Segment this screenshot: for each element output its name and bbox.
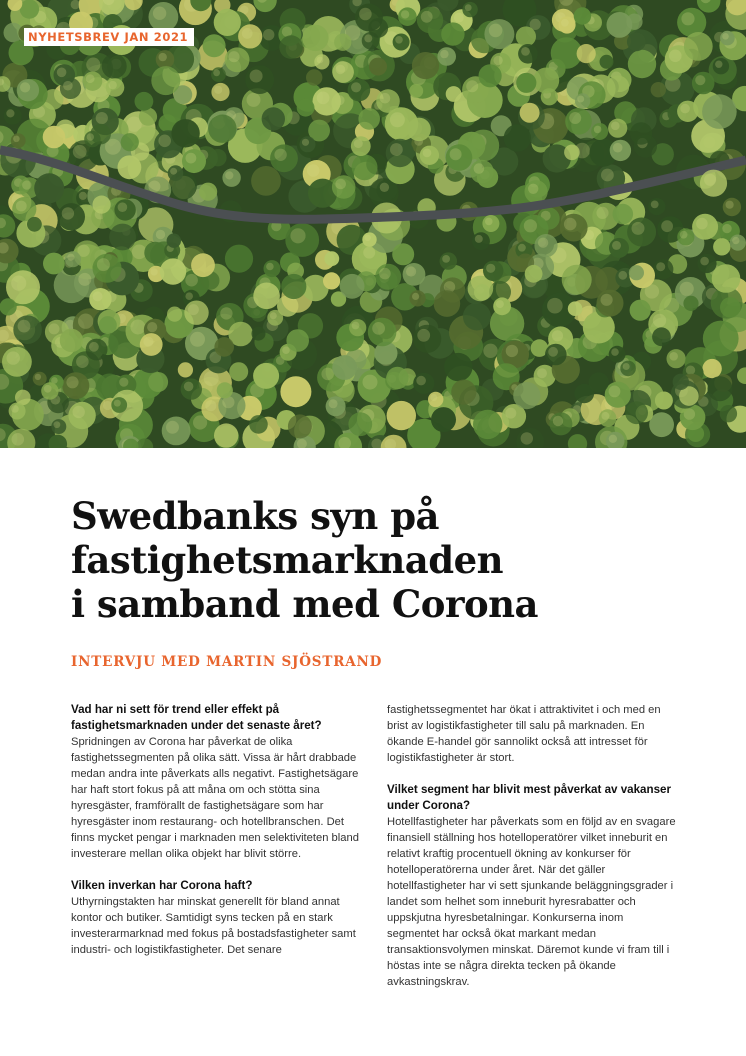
tree-highlight bbox=[7, 351, 20, 364]
title-line: i samband med Corona bbox=[71, 582, 539, 626]
tree-crown bbox=[577, 44, 596, 63]
tree-highlight bbox=[97, 258, 110, 271]
tree-highlight bbox=[351, 82, 361, 92]
tree-highlight bbox=[611, 122, 620, 131]
tree-highlight bbox=[363, 247, 375, 259]
tree-highlight bbox=[695, 75, 705, 85]
tree-crown bbox=[324, 251, 339, 266]
tree-crown bbox=[93, 196, 111, 214]
article-title bbox=[71, 494, 691, 626]
tree-crown bbox=[167, 307, 182, 322]
tree-highlight bbox=[669, 50, 682, 63]
tree-crown bbox=[43, 253, 65, 275]
tree-crown bbox=[446, 86, 462, 102]
tree-highlight bbox=[363, 375, 378, 390]
tree-crown bbox=[684, 32, 713, 61]
tree-highlight bbox=[421, 11, 433, 23]
tree-crown bbox=[0, 298, 17, 315]
tree-crown bbox=[225, 245, 253, 273]
tree-crown bbox=[288, 414, 312, 438]
tree-highlight bbox=[274, 149, 286, 161]
tree-crown bbox=[627, 33, 646, 52]
tree-highlight bbox=[290, 228, 305, 243]
tree-crown bbox=[600, 55, 614, 69]
tree-crown bbox=[178, 362, 193, 377]
tree-highlight bbox=[89, 342, 99, 352]
tree-crown bbox=[167, 234, 181, 248]
answer-paragraph: Uthyrningstakten har minskat generellt för bland annat kontor och butiker. Samtidigt syns tecken på en stark investerarmarknad med fokus på bostadsfastigheter samt industri- och logistikfastigheter. Det senare bbox=[71, 896, 356, 956]
tree-highlight bbox=[78, 273, 91, 286]
tree-crown bbox=[568, 301, 583, 316]
tree-highlight bbox=[365, 235, 371, 241]
tree-highlight bbox=[656, 262, 665, 271]
tree-crown bbox=[249, 415, 268, 434]
tree-highlight bbox=[722, 224, 731, 233]
tree-highlight bbox=[395, 36, 403, 44]
tree-highlight bbox=[228, 51, 239, 62]
tree-highlight bbox=[680, 231, 688, 239]
tree-crown bbox=[27, 217, 42, 232]
tree-highlight bbox=[359, 8, 372, 21]
tree-crown bbox=[525, 265, 543, 283]
tree-highlight bbox=[553, 416, 563, 426]
tree-crown bbox=[306, 69, 322, 85]
tree-crown bbox=[628, 50, 656, 78]
answer-paragraph: Spridningen av Corona har påverkat de olika fastighetssegmenten på olika sätt. Vissa är hårt drabbade medan andra inte påverkats alls negativt. Fastighetsägare har haft stort fokus på att måna om och stötta sina hyresgäster, framförallt de fastighetsägare som har hyresgäster inom restaurang- och hotellbranschen. Det finns mycket pengar i marknaden men selektiviteten bland investerare mellan olika objekt har blivit större. bbox=[71, 736, 359, 860]
tree-highlight bbox=[486, 264, 495, 273]
title-line: Swedbanks syn på bbox=[71, 494, 440, 538]
hero-image bbox=[0, 0, 746, 448]
tree-highlight bbox=[594, 126, 602, 134]
tree-highlight bbox=[430, 394, 437, 401]
tree-crown bbox=[451, 380, 476, 405]
answer-paragraph: fastighetssegmentet har ökat i attraktivitet i och med en brist av logistikfastigheter till salu på marknaden. En ökande E-handel gör sannolikt också att intresset för logistikfastigheter är stort. bbox=[387, 704, 661, 764]
tree-highlight bbox=[76, 355, 89, 368]
tree-crown bbox=[607, 76, 629, 98]
tree-crown bbox=[392, 243, 414, 265]
tree-highlight bbox=[270, 312, 277, 319]
tree-crown bbox=[683, 296, 698, 311]
tree-crown bbox=[214, 337, 234, 357]
tree-highlight bbox=[680, 104, 690, 114]
tree-crown bbox=[352, 154, 378, 180]
tree-crown bbox=[673, 374, 689, 390]
tree-highlight bbox=[618, 271, 627, 280]
tree-highlight bbox=[521, 47, 530, 56]
tree-highlight bbox=[119, 378, 128, 387]
tree-crown bbox=[253, 363, 279, 389]
tree-crown bbox=[412, 52, 439, 79]
tree-highlight bbox=[132, 245, 147, 260]
tree-crown bbox=[434, 290, 461, 317]
tree-highlight bbox=[49, 323, 60, 334]
tree-highlight bbox=[166, 421, 179, 434]
tree-highlight bbox=[496, 300, 504, 308]
tree-crown bbox=[253, 283, 280, 310]
tree-highlight bbox=[317, 92, 330, 105]
tree-highlight bbox=[66, 376, 78, 388]
answer-paragraph: Hotellfastigheter har påverkats som en följd av en svagare finansiell ställning hos hotelloperatörer vilket inneburit en relativt kraftig procentuell ökning av konkurser för hotelloperatörerna under året. När det gäller hotellfastigheter har vi sett sjunkande beläggningsgrader i landet som helhet som inneburit hyresrabatter och uppskjutna hyresbetalningar. Konkurserna inom segmentet har också ökat markant medan transaktionsvolymen minskat. Däremot kunde vi fram till i höstas inte se några direkta tecken på ökande avkastningskrav. bbox=[387, 816, 676, 988]
tree-highlight bbox=[450, 148, 462, 160]
tree-highlight bbox=[282, 346, 290, 354]
tree-highlight bbox=[184, 382, 194, 392]
tree-highlight bbox=[73, 145, 87, 159]
tree-highlight bbox=[188, 304, 199, 315]
tree-highlight bbox=[159, 53, 167, 61]
tree-highlight bbox=[317, 57, 324, 64]
tree-highlight bbox=[561, 19, 569, 27]
tree-highlight bbox=[247, 93, 261, 107]
tree-highlight bbox=[732, 237, 739, 244]
tree-highlight bbox=[321, 368, 334, 381]
tree-highlight bbox=[613, 143, 623, 153]
tree-highlight bbox=[87, 133, 94, 140]
tree-highlight bbox=[700, 257, 709, 266]
tree-highlight bbox=[225, 171, 233, 179]
tree-crown bbox=[520, 103, 540, 123]
tree-highlight bbox=[150, 268, 157, 275]
tree-crown bbox=[444, 353, 472, 381]
tree-crown bbox=[533, 68, 559, 94]
tree-highlight bbox=[354, 139, 363, 148]
tree-crown bbox=[203, 34, 226, 57]
tree-highlight bbox=[380, 183, 389, 192]
tree-crown bbox=[409, 84, 423, 98]
tree-highlight bbox=[609, 386, 621, 398]
tree-highlight bbox=[372, 322, 385, 335]
tree-highlight bbox=[335, 179, 346, 190]
tree-highlight bbox=[726, 201, 734, 209]
tree-crown bbox=[208, 115, 236, 143]
tree-highlight bbox=[71, 0, 80, 9]
tree-crown bbox=[60, 329, 83, 352]
tree-highlight bbox=[623, 363, 630, 370]
title-line: fastighetsmarknaden bbox=[71, 538, 504, 582]
tree-highlight bbox=[302, 139, 309, 146]
tree-crown bbox=[431, 407, 456, 432]
tree-crown bbox=[369, 58, 387, 76]
tree-highlight bbox=[416, 376, 426, 386]
tree-highlight bbox=[661, 220, 673, 232]
tree-highlight bbox=[401, 10, 409, 18]
tree-highlight bbox=[524, 219, 537, 232]
tree-highlight bbox=[352, 322, 360, 330]
tree-crown bbox=[651, 82, 666, 97]
tree-highlight bbox=[680, 282, 694, 296]
tree-highlight bbox=[547, 298, 563, 314]
tree-highlight bbox=[483, 344, 497, 358]
tree-crown bbox=[109, 224, 136, 251]
tree-highlight bbox=[11, 405, 19, 413]
tree-highlight bbox=[715, 60, 722, 67]
tree-highlight bbox=[62, 207, 74, 219]
tree-highlight bbox=[465, 4, 472, 11]
tree-highlight bbox=[632, 222, 645, 235]
tree-highlight bbox=[412, 293, 419, 300]
tree-highlight bbox=[577, 96, 584, 103]
tree-crown bbox=[286, 329, 309, 352]
tree-highlight bbox=[11, 276, 26, 291]
tree-highlight bbox=[423, 149, 432, 158]
tree-crown bbox=[516, 26, 536, 46]
tree-highlight bbox=[474, 163, 485, 174]
question-heading: Vilket segment har blivit mest påverkat av vakanser under Corona? bbox=[387, 783, 671, 812]
tree-crown bbox=[720, 297, 741, 318]
tree-crown bbox=[251, 166, 281, 196]
tree-highlight bbox=[548, 347, 558, 357]
tree-crown bbox=[217, 382, 233, 398]
tree-highlight bbox=[390, 143, 403, 156]
tree-highlight bbox=[612, 241, 621, 250]
tree-highlight bbox=[681, 12, 694, 25]
tree-crown bbox=[144, 242, 166, 264]
tree-crown bbox=[358, 108, 380, 130]
tree-crown bbox=[703, 321, 739, 357]
tree-highlight bbox=[454, 13, 464, 23]
tree-highlight bbox=[493, 56, 502, 65]
tree-highlight bbox=[380, 93, 391, 104]
tree-highlight bbox=[390, 112, 405, 127]
tree-highlight bbox=[18, 320, 31, 333]
tree-crown bbox=[720, 405, 737, 422]
tree-highlight bbox=[569, 112, 581, 124]
tree-highlight bbox=[329, 399, 338, 408]
tree-highlight bbox=[506, 345, 518, 357]
tree-crown bbox=[707, 376, 732, 401]
tree-highlight bbox=[143, 337, 153, 347]
tree-highlight bbox=[442, 255, 450, 263]
tree-highlight bbox=[185, 292, 193, 300]
tree-crown bbox=[649, 412, 674, 437]
tree-crown bbox=[513, 382, 540, 409]
tree-highlight bbox=[213, 69, 220, 76]
tree-highlight bbox=[696, 218, 708, 230]
tree-crown bbox=[99, 316, 117, 334]
tree-highlight bbox=[651, 201, 659, 209]
tree-crown bbox=[252, 327, 266, 341]
tree-crown bbox=[340, 274, 365, 299]
tree-crown bbox=[135, 92, 154, 111]
tree-highlight bbox=[521, 432, 533, 444]
tree-highlight bbox=[103, 401, 112, 410]
tree-crown bbox=[387, 401, 416, 430]
tree-highlight bbox=[86, 74, 95, 83]
tree-highlight bbox=[13, 136, 20, 143]
question-heading: Vad har ni sett för trend eller effekt på fastighetsmarknaden under det senaste året? bbox=[71, 703, 322, 732]
tree-highlight bbox=[440, 50, 448, 58]
tree-highlight bbox=[564, 218, 577, 231]
tree-highlight bbox=[722, 33, 729, 40]
tree-crown bbox=[199, 183, 217, 201]
tree-highlight bbox=[538, 238, 548, 248]
tree-highlight bbox=[601, 294, 613, 306]
tree-crown bbox=[629, 265, 644, 280]
tree-highlight bbox=[537, 368, 547, 378]
tree-highlight bbox=[528, 184, 538, 194]
tree-crown bbox=[279, 35, 303, 59]
tree-highlight bbox=[22, 180, 31, 189]
tree-crown bbox=[348, 412, 372, 436]
tree-highlight bbox=[78, 314, 93, 329]
tree-highlight bbox=[242, 28, 253, 39]
tree-highlight bbox=[79, 192, 87, 200]
tree-crown bbox=[323, 272, 340, 289]
tree-crown bbox=[160, 258, 186, 284]
tree-highlight bbox=[263, 29, 274, 40]
tree-highlight bbox=[220, 307, 232, 319]
tree-highlight bbox=[204, 371, 219, 386]
tree-highlight bbox=[86, 58, 100, 72]
tree-highlight bbox=[114, 400, 121, 407]
tree-highlight bbox=[6, 109, 14, 117]
tree-highlight bbox=[601, 169, 614, 182]
tree-crown bbox=[332, 355, 357, 380]
left-column bbox=[71, 702, 361, 958]
tree-crown bbox=[712, 264, 741, 293]
tree-crown bbox=[214, 9, 241, 36]
tree-highlight bbox=[57, 68, 67, 78]
tree-highlight bbox=[214, 86, 222, 94]
tree-crown bbox=[102, 54, 127, 79]
tree-crown bbox=[702, 359, 721, 378]
tree-crown bbox=[148, 372, 168, 392]
tree-highlight bbox=[205, 400, 216, 411]
tree-crown bbox=[386, 367, 408, 389]
tree-highlight bbox=[158, 135, 171, 148]
tree-highlight bbox=[379, 268, 391, 280]
tree-highlight bbox=[44, 385, 52, 393]
tree-crown bbox=[302, 25, 328, 51]
tree-crown bbox=[191, 253, 215, 277]
tree-highlight bbox=[93, 291, 103, 301]
tree-highlight bbox=[653, 314, 666, 327]
tree-crown bbox=[441, 22, 464, 45]
tree-highlight bbox=[364, 34, 372, 42]
tree-crown bbox=[214, 423, 238, 447]
tree-highlight bbox=[266, 263, 274, 271]
tree-crown bbox=[630, 300, 651, 321]
tree-crown bbox=[625, 401, 648, 424]
tree-highlight bbox=[406, 266, 416, 276]
tree-crown bbox=[209, 149, 226, 166]
tree-highlight bbox=[148, 181, 160, 193]
tree-crown bbox=[574, 7, 591, 24]
tree-crown bbox=[655, 392, 673, 410]
tree-highlight bbox=[601, 412, 609, 420]
tree-crown bbox=[516, 73, 536, 93]
tree-crown bbox=[562, 265, 592, 295]
tree-highlight bbox=[489, 24, 503, 38]
tree-crown bbox=[151, 66, 180, 95]
tree-highlight bbox=[73, 406, 85, 418]
tree-highlight bbox=[185, 274, 198, 287]
newsletter-tag: NYHETSBREV JAN 2021 bbox=[24, 28, 194, 46]
tree-crown bbox=[34, 173, 64, 203]
tree-crown bbox=[652, 327, 671, 346]
tree-crown bbox=[281, 274, 306, 299]
tree-highlight bbox=[190, 332, 205, 347]
aerial-forest-illustration bbox=[0, 0, 746, 448]
tree-crown bbox=[473, 410, 502, 439]
tree-highlight bbox=[505, 408, 516, 419]
tree-crown bbox=[229, 362, 248, 381]
tree-crown bbox=[171, 119, 199, 147]
tree-highlight bbox=[147, 322, 157, 332]
tree-crown bbox=[702, 94, 737, 129]
tree-highlight bbox=[686, 366, 695, 375]
tree-highlight bbox=[186, 153, 197, 164]
tree-highlight bbox=[552, 330, 563, 341]
tree-highlight bbox=[250, 70, 263, 83]
tree-highlight bbox=[16, 201, 27, 212]
tree-crown bbox=[613, 204, 634, 225]
tree-highlight bbox=[485, 218, 493, 226]
tree-crown bbox=[407, 118, 431, 142]
tree-crown bbox=[297, 99, 315, 117]
tree-highlight bbox=[109, 81, 117, 89]
tree-crown bbox=[262, 107, 285, 130]
tree-highlight bbox=[156, 230, 165, 239]
tree-highlight bbox=[475, 235, 483, 243]
right-column bbox=[387, 702, 677, 990]
tree-highlight bbox=[67, 254, 74, 261]
tree-crown bbox=[43, 126, 66, 149]
tree-highlight bbox=[54, 421, 61, 428]
tree-crown bbox=[463, 303, 491, 331]
tree-highlight bbox=[466, 80, 478, 92]
tree-highlight bbox=[153, 7, 166, 20]
interview-subtitle: INTERVJU MED MARTIN SJÖSTRAND bbox=[71, 654, 383, 670]
tree-highlight bbox=[130, 320, 145, 335]
tree-highlight bbox=[96, 112, 108, 124]
tree-highlight bbox=[609, 435, 617, 443]
tree-crown bbox=[626, 14, 642, 30]
tree-highlight bbox=[417, 329, 430, 342]
tree-crown bbox=[334, 34, 351, 51]
tree-highlight bbox=[336, 65, 346, 75]
tree-crown bbox=[504, 124, 531, 151]
tree-highlight bbox=[35, 374, 41, 380]
tree-crown bbox=[630, 122, 652, 144]
tree-crown bbox=[121, 133, 139, 151]
tree-highlight bbox=[518, 244, 526, 252]
tree-crown bbox=[280, 376, 311, 407]
tree-highlight bbox=[63, 81, 73, 91]
tree-crown bbox=[564, 145, 580, 161]
tree-highlight bbox=[118, 202, 128, 212]
tree-highlight bbox=[704, 174, 716, 186]
tree-highlight bbox=[611, 348, 619, 356]
tree-highlight bbox=[307, 164, 320, 177]
tree-highlight bbox=[20, 82, 30, 92]
tree-crown bbox=[589, 372, 609, 392]
tree-highlight bbox=[11, 433, 24, 446]
tree-crown bbox=[479, 64, 502, 87]
tree-highlight bbox=[669, 352, 678, 361]
tree-crown bbox=[713, 238, 730, 255]
tree-crown bbox=[20, 0, 39, 19]
tree-highlight bbox=[596, 207, 608, 219]
question-heading: Vilken inverkan har Corona haft? bbox=[71, 879, 253, 892]
tree-highlight bbox=[170, 168, 177, 175]
